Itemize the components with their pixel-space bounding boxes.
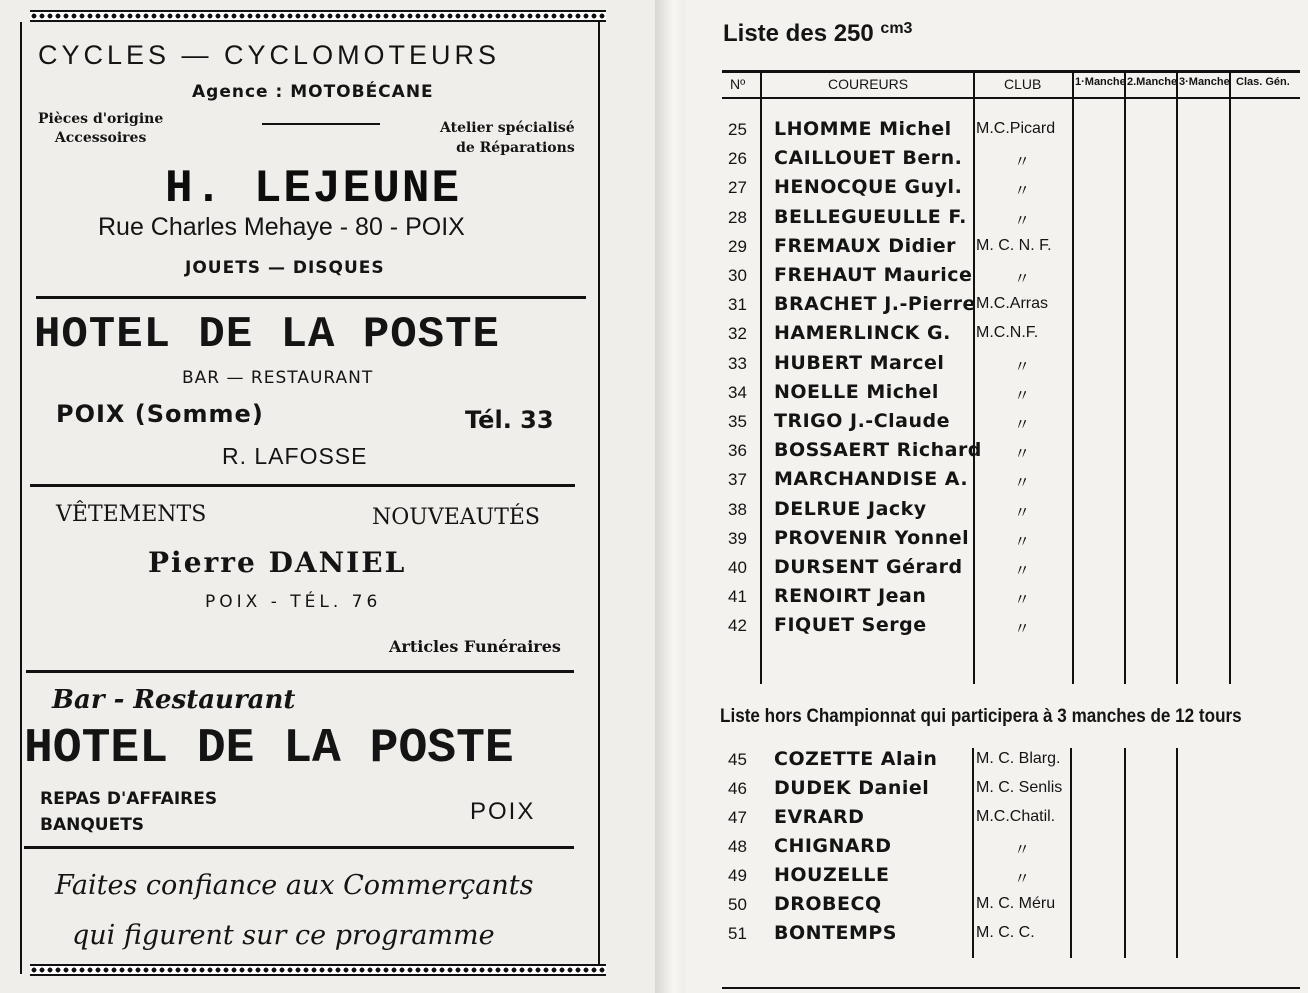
daniel-ad-right-label: NOUVEAUTÉS <box>372 505 541 530</box>
table-row <box>722 748 1300 777</box>
ditto-mark: 〃 <box>1014 385 1031 405</box>
ditto-mark: 〃 <box>1014 415 1031 434</box>
rider-club: M. C. C. <box>976 924 1035 941</box>
daniel-ad-town-phone: POIX - TÉL. 76 <box>205 592 382 612</box>
ditto-mark: 〃 <box>1014 269 1031 288</box>
cycles-ad-address: Rue Charles Mehaye - 80 - POIX <box>98 213 465 241</box>
table-row <box>722 922 1300 951</box>
cycles-ad-agent: Agence : MOTOBÉCANE <box>192 82 434 102</box>
rider-number: 26 <box>728 149 747 169</box>
rider-name: HENOCQUE Guyl. <box>774 176 963 199</box>
header-heat-2: 2.Manche <box>1127 76 1178 88</box>
rider-number: 48 <box>728 837 747 856</box>
rider-number: 28 <box>728 207 747 227</box>
rider-name: NOELLE Michel <box>774 380 939 403</box>
header-general: Clas. Gén. <box>1236 76 1290 88</box>
decorative-border-bottom <box>30 964 606 976</box>
rider-number: 27 <box>728 178 747 198</box>
ditto-mark: 〃 <box>1014 210 1031 230</box>
rider-number: 45 <box>728 750 747 769</box>
rider-number: 51 <box>728 924 747 943</box>
rider-number: 29 <box>728 236 747 256</box>
hotel2-ad-line-1: REPAS D'AFFAIRES <box>40 789 218 809</box>
ditto-mark: 〃 <box>1014 840 1031 859</box>
ditto-mark: 〃 <box>1014 356 1031 376</box>
header-club: CLUB <box>1004 76 1042 92</box>
rider-name: BELLEGUEULLE F. <box>774 205 967 228</box>
hotel2-ad-line-2: BANQUETS <box>40 815 145 835</box>
table-row <box>722 381 1300 410</box>
ditto-mark: 〃 <box>1014 181 1031 201</box>
hotel-ad-subtitle: BAR — RESTAURANT <box>182 368 374 388</box>
rider-name: HAMERLINCK G. <box>774 322 951 345</box>
rider-name: DUDEK Daniel <box>774 777 930 799</box>
header-heat-3: 3·Manche <box>1179 76 1230 88</box>
rider-club: M. C. Méru <box>976 895 1056 912</box>
ditto-mark: 〃 <box>1014 869 1031 888</box>
table-row <box>722 118 1300 147</box>
rider-name: BRACHET J.-Pierre <box>774 293 976 316</box>
rider-number: 25 <box>728 120 747 139</box>
rider-name: FREMAUX Didier <box>774 234 956 257</box>
non-championship-title: Liste hors Championnat qui participera à 3 manches de 12 tours <box>720 706 1242 727</box>
list-title-unit: cm3 <box>880 20 913 37</box>
hotel2-ad-town: POIX <box>470 798 536 825</box>
decorative-border-top <box>30 10 606 22</box>
table-row <box>722 835 1300 864</box>
pieces-line-1: Pièces d'origine <box>38 111 164 127</box>
daniel-ad-articles: Articles Funéraires <box>389 637 561 656</box>
rider-number: 30 <box>728 266 747 285</box>
rider-name: DURSENT Gérard <box>774 556 963 578</box>
rider-name: TRIGO J.-Claude <box>774 410 950 432</box>
ditto-mark: 〃 <box>1014 473 1031 493</box>
table-top-rule <box>722 70 1300 73</box>
rider-number: 41 <box>728 587 747 607</box>
rider-name: BONTEMPS <box>774 922 897 944</box>
table-row <box>722 806 1300 835</box>
table-row <box>722 864 1300 893</box>
rider-number: 38 <box>728 499 747 519</box>
table-row <box>722 235 1300 264</box>
divider <box>26 670 574 673</box>
page-gutter <box>655 0 685 993</box>
header-number: Nº <box>730 76 746 92</box>
hotel2-ad-name: HOTEL DE LA POSTE <box>24 722 514 776</box>
ditto-mark: 〃 <box>1014 590 1031 610</box>
rider-number: 42 <box>728 616 747 636</box>
rider-number: 32 <box>728 324 747 344</box>
ditto-mark: 〃 <box>1014 531 1031 551</box>
table-row <box>722 293 1300 322</box>
slogan-line-2: qui figurent sur ce programme <box>72 920 495 951</box>
header-heat-1: 1·Manche <box>1075 76 1126 88</box>
rider-name: CAILLOUET Bern. <box>774 147 963 170</box>
rider-number: 36 <box>728 441 747 461</box>
ditto-mark: 〃 <box>1014 619 1031 639</box>
list-title-text: Liste des 250 <box>723 20 874 47</box>
rider-number: 31 <box>728 295 747 315</box>
rider-club: M. C. Blarg. <box>976 750 1061 767</box>
hotel2-ad-script-title: Bar - Restaurant <box>52 685 296 715</box>
rider-name: HUBERT Marcel <box>774 351 945 374</box>
cycles-ad-business-name: H. LEJEUNE <box>165 163 462 215</box>
table-row <box>722 614 1300 643</box>
table-row <box>722 439 1300 468</box>
rider-name: LHOMME Michel <box>774 118 952 140</box>
rider-name: FREHAUT Maurice <box>774 264 973 286</box>
table-row <box>722 352 1300 381</box>
rider-number: 47 <box>728 808 747 827</box>
ditto-mark: 〃 <box>1014 502 1031 522</box>
rider-number: 37 <box>728 470 747 490</box>
rider-number: 35 <box>728 412 747 431</box>
cycles-ad-atelier <box>440 118 575 158</box>
slogan-line-1: Faites confiance aux Commerçants <box>55 870 534 901</box>
rider-name: FIQUET Serge <box>774 614 927 637</box>
ditto-mark: 〃 <box>1014 561 1031 580</box>
divider <box>262 123 380 125</box>
rider-number: 33 <box>728 353 747 373</box>
table-row <box>722 585 1300 614</box>
divider <box>30 484 575 487</box>
ditto-mark: 〃 <box>1014 444 1031 464</box>
hotel2-ad-services <box>40 786 217 838</box>
rider-club: M. C. N. F. <box>976 236 1052 254</box>
rider-number: 39 <box>728 528 747 548</box>
table-row <box>722 176 1300 205</box>
rider-club: M. C. Senlis <box>976 779 1063 796</box>
rider-number: 50 <box>728 895 747 914</box>
rider-number: 34 <box>728 382 747 402</box>
rider-club: M.C.Arras <box>976 295 1048 313</box>
list-title <box>723 20 912 48</box>
rider-name: CHIGNARD <box>774 835 892 857</box>
header-riders: COUREURS <box>828 76 909 92</box>
rider-club: M.C.N.F. <box>976 324 1039 342</box>
rider-name: MARCHANDISE A. <box>774 468 969 491</box>
hotel-ad-owner: R. LAFOSSE <box>222 443 368 469</box>
hotel-ad-name: HOTEL DE LA POSTE <box>34 310 500 360</box>
table-row <box>722 264 1300 293</box>
rider-name: DROBECQ <box>774 893 882 915</box>
table-row <box>722 322 1300 351</box>
ditto-mark: 〃 <box>1014 152 1031 172</box>
pieces-line-2: Accessoires <box>54 130 147 146</box>
table-row <box>722 410 1300 439</box>
table-row <box>722 893 1300 922</box>
rider-name: EVRARD <box>774 806 865 828</box>
table-row <box>722 147 1300 176</box>
daniel-ad-name: Pierre DANIEL <box>148 546 407 579</box>
rider-name: HOUZELLE <box>774 864 890 886</box>
cycles-ad-products: JOUETS — DISQUES <box>185 258 385 278</box>
hotel-ad-town: POIX (Somme) <box>56 400 264 428</box>
divider <box>36 296 586 299</box>
table-row <box>722 468 1300 497</box>
hotel-ad-phone: Tél. 33 <box>465 406 554 434</box>
rider-name: BOSSAERT Richard <box>774 439 982 462</box>
rider-name: COZETTE Alain <box>774 748 938 770</box>
rider-name: DELRUE Jacky <box>774 497 927 520</box>
daniel-ad-left-label: VÊTEMENTS <box>56 502 207 527</box>
rider-name: RENOIRT Jean <box>774 585 927 608</box>
rider-club: M.C.Chatil. <box>976 808 1056 825</box>
atelier-line-2: de Réparations <box>456 140 575 156</box>
rider-number: 40 <box>728 558 747 577</box>
rider-number: 49 <box>728 866 747 885</box>
rider-number: 46 <box>728 779 747 798</box>
cycles-ad-pieces <box>38 110 163 148</box>
table-header-rule <box>722 97 1300 99</box>
table-row <box>722 777 1300 806</box>
table-row <box>722 527 1300 556</box>
rider-name: PROVENIR Yonnel <box>774 526 970 549</box>
table-row <box>722 498 1300 527</box>
table-row <box>722 556 1300 585</box>
cycles-ad-title: CYCLES — CYCLOMOTEURS <box>38 40 501 70</box>
rider-club: M.C.Picard <box>976 120 1056 137</box>
table-bottom-rule <box>722 987 1300 989</box>
divider <box>24 846 574 849</box>
table-row <box>722 206 1300 235</box>
atelier-line-1: Atelier spécialisé <box>440 120 575 136</box>
